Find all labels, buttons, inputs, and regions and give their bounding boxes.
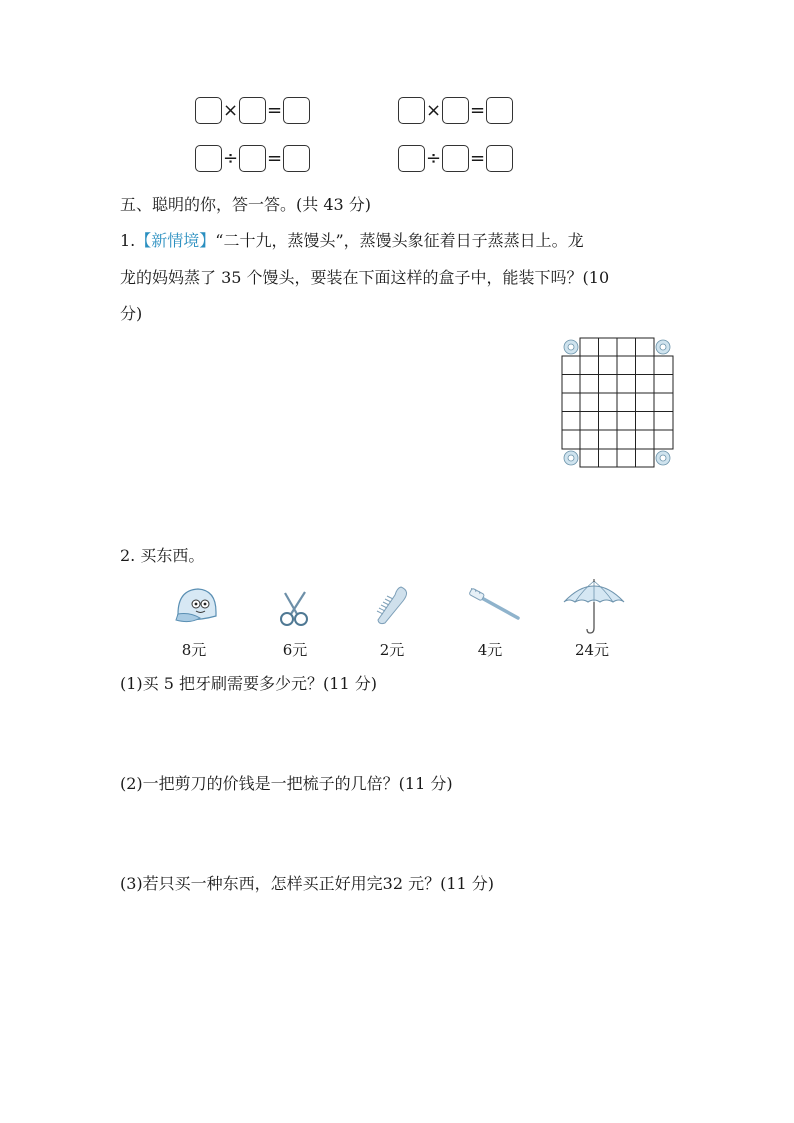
question-2-part-2: (2)一把剪刀的价钱是一把梳子的几倍？(11 分) xyxy=(120,774,453,793)
answer-box[interactable] xyxy=(398,97,425,124)
equals-sign: = xyxy=(266,100,283,121)
answer-box[interactable] xyxy=(398,145,425,172)
question-2-part-1: (1)买 5 把牙刷需要多少元？(11 分) xyxy=(120,674,377,693)
scissors-price: 6元 xyxy=(282,641,308,659)
answer-box[interactable] xyxy=(283,145,310,172)
multiply-sign: × xyxy=(425,100,442,121)
divide-sign: ÷ xyxy=(425,148,442,169)
answer-box[interactable] xyxy=(486,145,513,172)
answer-box[interactable] xyxy=(195,145,222,172)
equals-sign: = xyxy=(266,148,283,169)
answer-box[interactable] xyxy=(239,97,266,124)
equals-sign: = xyxy=(469,100,486,121)
equation-row-1-left xyxy=(195,97,310,124)
answer-box[interactable] xyxy=(283,97,310,124)
toothbrush-price: 4元 xyxy=(477,641,503,659)
answer-box[interactable] xyxy=(195,97,222,124)
answer-box[interactable] xyxy=(442,97,469,124)
umbrella-icon xyxy=(561,578,627,636)
question-text: “二十九，蒸馒头”，蒸馒头象征着日子蒸蒸日上。龙 xyxy=(215,231,584,250)
question-1-line-1 xyxy=(120,231,584,251)
umbrella-price: 24元 xyxy=(574,641,610,659)
multiply-sign: × xyxy=(222,100,239,121)
cap-icon xyxy=(172,584,222,628)
question-2-part-3: (3)若只买一种东西，怎样买正好用完32 元？(11 分) xyxy=(120,874,495,893)
answer-box[interactable] xyxy=(486,97,513,124)
equation-row-2-left xyxy=(195,145,310,172)
answer-box[interactable] xyxy=(442,145,469,172)
section-heading: 五、聪明的你，答一答。(共 43 分) xyxy=(120,195,372,214)
new-context-tag: 【新情境】 xyxy=(135,231,216,250)
equation-row-1-right xyxy=(398,97,513,124)
toothbrush-icon xyxy=(468,588,522,624)
answer-box[interactable] xyxy=(239,145,266,172)
comb-price: 2元 xyxy=(379,641,405,659)
question-number: 1. xyxy=(120,231,136,250)
question-1-line-3: 分) xyxy=(120,304,143,323)
scissors-icon xyxy=(277,588,313,628)
cap-price: 8元 xyxy=(181,641,207,659)
question-2-heading: 2. 买东西。 xyxy=(120,546,205,565)
steamer-box-grid xyxy=(558,333,678,473)
equals-sign: = xyxy=(469,148,486,169)
question-1-line-2: 龙的妈妈蒸了 35 个馒头，要装在下面这样的盒子中，能装下吗？(10 xyxy=(120,268,610,287)
comb-icon xyxy=(373,583,413,627)
equation-row-2-right xyxy=(398,145,513,172)
divide-sign: ÷ xyxy=(222,148,239,169)
